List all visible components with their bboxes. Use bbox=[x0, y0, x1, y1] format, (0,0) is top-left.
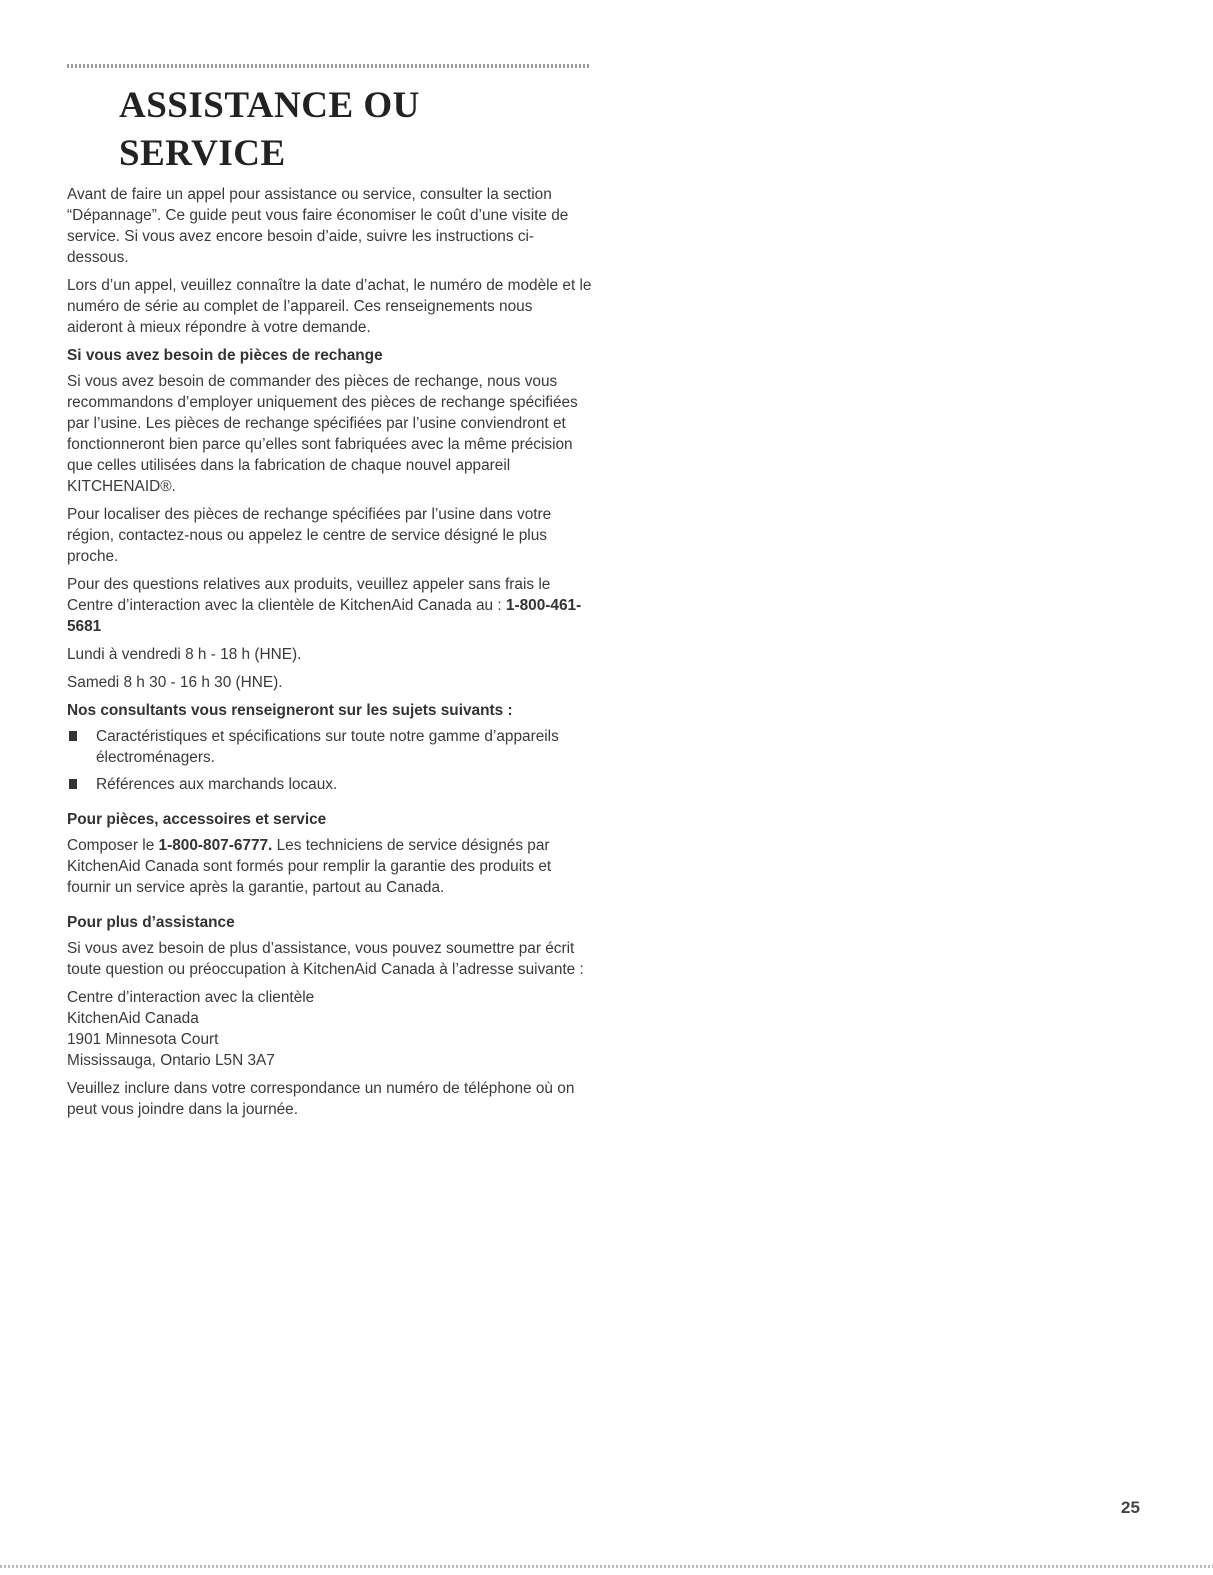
address-line: Mississauga, Ontario L5N 3A7 bbox=[67, 1052, 275, 1069]
mailing-address bbox=[67, 987, 592, 1071]
page-title: ASSISTANCE OU SERVICE bbox=[119, 85, 420, 174]
customer-phone-number: 1-800-461-5681 bbox=[67, 597, 582, 635]
list-item-text: Références aux marchands locaux. bbox=[96, 776, 338, 793]
square-bullet-icon bbox=[69, 779, 77, 789]
parts-paragraph-1: Si vous avez besoin de commander des pièces de rechange, nous vous recommandons d’employer uniquement des pièces de rechange spécifiées par l’usine. Les pièces de rechange spécifiées par l’usine conviendront et fonctionneront bien parce qu’elles sont fabriquées avec la même précision que celles utilisées dans la fabrication de chaque nouvel appareil KITCHENAID®. bbox=[67, 373, 578, 495]
top-dotted-rule bbox=[67, 64, 591, 68]
list-item bbox=[67, 726, 592, 768]
parts-paragraph-3-text: Pour des questions relatives aux produits, veuillez appeler sans frais le Centre d’interaction avec la clientèle de KitchenAid Canada au : bbox=[67, 576, 551, 614]
bottom-dotted-rule bbox=[0, 1565, 1213, 1568]
hours-saturday: Samedi 8 h 30 - 16 h 30 (HNE). bbox=[67, 674, 283, 691]
service-text-before: Composer le bbox=[67, 837, 159, 854]
consultants-heading: Nos consultants vous renseigneront sur les sujets suivants : bbox=[67, 702, 513, 719]
parts-heading: Si vous avez besoin de pièces de rechange bbox=[67, 347, 383, 364]
intro-paragraph-2: Lors d’un appel, veuillez connaître la date d’achat, le numéro de modèle et le numéro de série au complet de l’appareil. Ces renseignements nous aideront à mieux répondre à votre demande. bbox=[67, 277, 592, 336]
list-item bbox=[67, 774, 592, 795]
parts-paragraph-2: Pour localiser des pièces de rechange spécifiées par l’usine dans votre région, contactez-nous ou appelez le centre de service désigné le plus proche. bbox=[67, 506, 552, 565]
square-bullet-icon bbox=[69, 731, 77, 741]
assistance-paragraph-2: Veuillez inclure dans votre correspondance un numéro de téléphone où on peut vous joindre dans la journée. bbox=[67, 1080, 575, 1118]
service-paragraph bbox=[67, 835, 592, 898]
parts-paragraph-3 bbox=[67, 574, 592, 637]
page-content bbox=[67, 64, 592, 1127]
consultants-list bbox=[67, 726, 592, 795]
address-line: Centre d’interaction avec la clientèle bbox=[67, 989, 315, 1006]
page-number: 25 bbox=[1121, 1498, 1140, 1517]
service-phone-number: 1-800-807-6777. bbox=[158, 837, 273, 854]
assistance-heading: Pour plus d’assistance bbox=[67, 914, 235, 931]
hours-weekdays: Lundi à vendredi 8 h - 18 h (HNE). bbox=[67, 646, 302, 663]
assistance-paragraph-1: Si vous avez besoin de plus d’assistance, vous pouvez soumettre par écrit toute question ou préoccupation à KitchenAid Canada à l’adresse suivante : bbox=[67, 940, 584, 978]
list-item-text: Caractéristiques et spécifications sur toute notre gamme d’appareils électroménagers. bbox=[96, 728, 559, 766]
address-line: KitchenAid Canada bbox=[67, 1010, 199, 1027]
service-heading: Pour pièces, accessoires et service bbox=[67, 811, 327, 828]
address-line: 1901 Minnesota Court bbox=[67, 1031, 219, 1048]
intro-paragraph-1: Avant de faire un appel pour assistance ou service, consulter la section “Dépannage”. Ce guide peut vous faire économiser le coût d’une visite de service. Si vous avez encore besoin d’aide, suivre les instructions ci-dessous. bbox=[67, 186, 569, 266]
service-text-after: Les techniciens de service désignés par KitchenAid Canada sont formés pour remplir la garantie des produits et fournir un service après la garantie, partout au Canada. bbox=[67, 837, 552, 896]
